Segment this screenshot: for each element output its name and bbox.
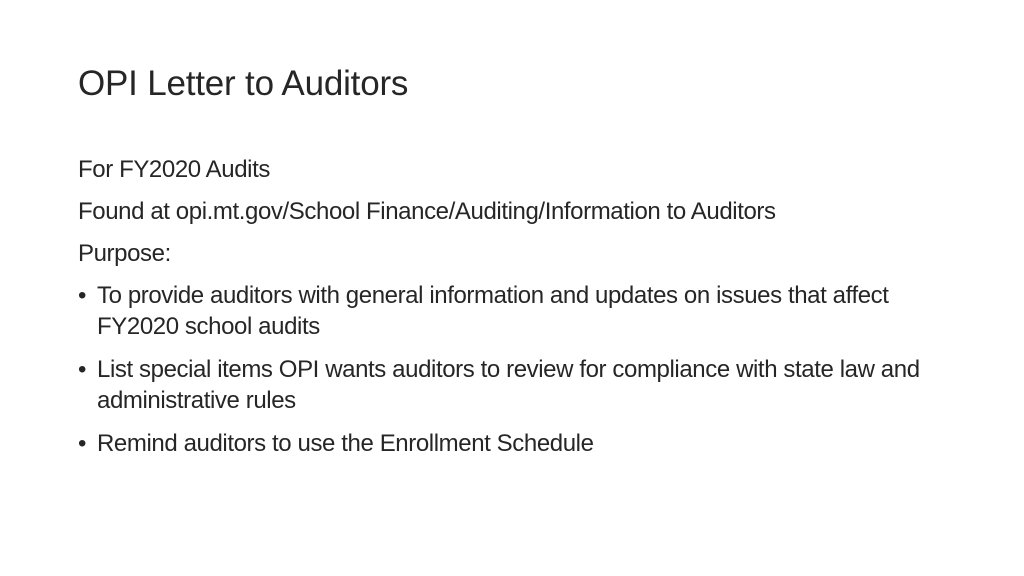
purpose-bullet xyxy=(78,280,947,342)
purpose-bullet-text: Remind auditors to use the Enrollment Schedule xyxy=(97,430,594,457)
slide-title: OPI Letter to Auditors xyxy=(78,64,409,103)
purpose-bullet-text: List special items OPI wants auditors to review for compliance with state law and administrative rules xyxy=(97,356,920,414)
bullet-dot-icon: • xyxy=(78,282,87,309)
purpose-bullet-text: To provide auditors with general information and updates on issues that affect FY2020 school audits xyxy=(97,282,889,340)
audit-year-line: For FY2020 Audits xyxy=(78,156,270,183)
purpose-bullet xyxy=(78,354,947,416)
purpose-bullet xyxy=(78,428,947,459)
bullet-dot-icon: • xyxy=(78,430,87,457)
location-line: Found at opi.mt.gov/School Finance/Auditing/Information to Auditors xyxy=(78,198,776,225)
purpose-bullet-list xyxy=(78,280,958,459)
bullet-dot-icon: • xyxy=(78,356,87,383)
purpose-heading: Purpose: xyxy=(78,240,171,267)
slide-body xyxy=(78,154,958,471)
